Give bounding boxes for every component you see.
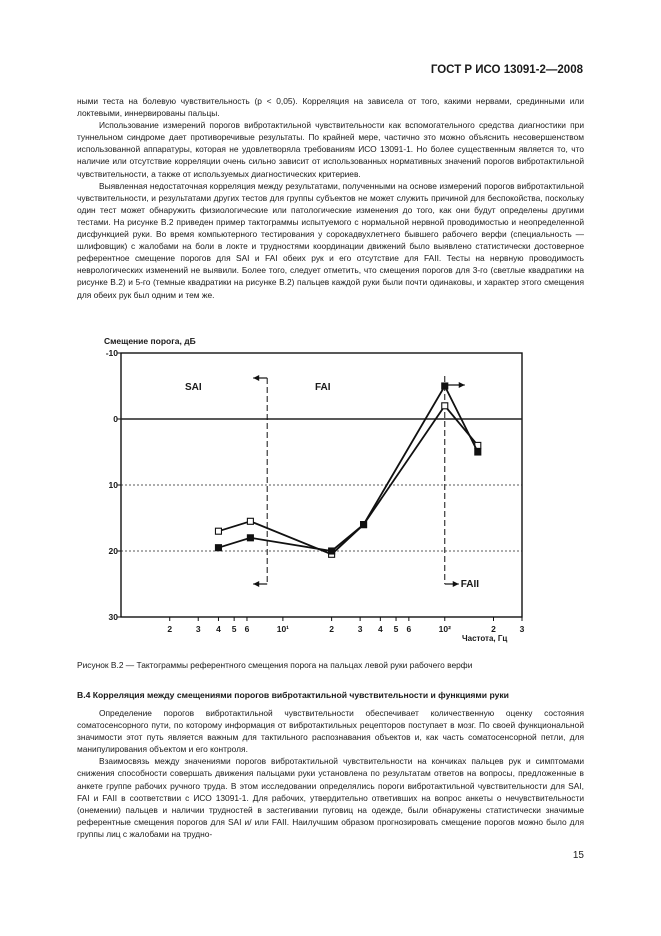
series-line-2 <box>218 386 477 551</box>
paragraph: Определение порогов вибротактильной чувствительности обеспечивает количественную оценку состояния соматосенсорного пути, по которому информация от вибротактильных рецепторов поступает в мозг. По своей функциональной значимости этот путь является важным для тактильного распознавания объектов и, как часть соматосенсорной петли, для манипулирования объектом и его контроля. <box>77 708 584 755</box>
page-number: 15 <box>572 850 584 861</box>
y-axis-label: Смещение порога, дБ <box>104 336 196 346</box>
x-tick-label: 10¹ <box>276 624 290 634</box>
paragraph: Выявленная недостаточная корреляция между результатами, полученными на основе измерений порогов вибротактильной чувствительности, и результатами других тестов для группы субъектов не может служить причиной для беспокойства, поскольку один тест может обнаружить физиологические или патологические изменения до того, как они будут определены другими тестами. На рисунке B.2 приведен пример тактограммы испытуемого с нормальной нервной проводимостью и неопределенной дисфункцией руки. Во время компьютерного тестирования у сорокадвухлетнего бывшего рабочего верфи (специальность — шлифовщик) с жалобами на боли в локте и трудностями координации движений было выявлено статистически достоверное референтное смещение порогов для SAI и FAI обеих рук и его отсутствие для FAII. Тесты на нервную проводимость неврологических изменений не выявили. Более того, следует отметить, что смещения порогов для 3-го (светлые квадратики на рисунке B.2) и 5-го (темные квадратики на рисунке B.2) пальцев каждой руки были почти одинаковы, и характер этого смещения для обеих рук был одним и тем же. <box>77 180 584 300</box>
x-tick-label: 5 <box>393 624 399 634</box>
x-tick-label: 4 <box>216 624 221 634</box>
data-point-filled <box>247 535 253 541</box>
paragraph: Использование измерений порогов вибротактильной чувствительности как вспомогательного средства диагностики при туннельном синдроме дает противоречивые результаты. По крайней мере, частично это можно объяснить несовершенством использованной аппаратуры, которая не удовлетворяла требованиям ИСО 13091-1. Но более существенным является то, что наличие или отсутствие корреляции очень сильно зависит от использованных нормативных значений порогов вибротактильной чувствительности, а также от используемых диагностических критериев. <box>77 120 584 179</box>
x-tick-label: 4 <box>377 624 383 634</box>
x-tick-label: 6 <box>406 624 412 634</box>
data-point-filled <box>215 545 221 551</box>
x-tick-label: 3 <box>519 624 525 634</box>
x-axis-label: Частота, Гц <box>462 634 508 643</box>
y-tick-label: -10 <box>105 348 118 358</box>
x-tick-label: 6 <box>244 624 250 634</box>
data-point-open <box>442 403 448 409</box>
section-heading: B.4 Корреляция между смещениями порогов вибротактильной чувствительности и функциями руки <box>77 690 509 700</box>
series-line-1 <box>218 406 477 555</box>
x-tick-label: 3 <box>195 624 201 634</box>
region-label-fai: FAI <box>315 382 331 393</box>
x-tick-label: 2 <box>329 624 334 634</box>
x-tick-label: 3 <box>357 624 363 634</box>
x-tick-label: 10² <box>438 624 451 634</box>
sai-arrow-head <box>253 375 259 381</box>
data-point-filled <box>329 548 335 554</box>
data-point-filled <box>475 449 481 455</box>
x-tick-label: 5 <box>231 624 237 634</box>
paragraph: Взаимосвязь между значениями порогов вибротактильной чувствительности на кончиках пальцев рук и симптомами снижения способности совершать движения пальцами руки установлена по результатам ответов на вопросы, предложенные в анкете группе рабочих ручного труда. В этом исследовании определялись пороги вибротактильной чувствительности для SAI, FAI и FAII в соответствии с ИСО 13091-1. Для рабочих, утвердительно ответивших на вопрос анкеты о нечувствительности (онемении) пальцев и наличии трудностей в застегивании пуговиц на одежде, были обнаружены статистически значимые референтные смещения порогов для SAI и/ или FAII. Наилучшим образом прогнозировать смещение порогов можно было для группы лиц с жалобами на трудно- <box>77 756 584 839</box>
region-label-faii: FAII <box>460 579 480 590</box>
data-point-filled <box>361 522 367 528</box>
data-point-open <box>247 518 253 524</box>
x-tick-label: 2 <box>491 624 496 634</box>
faii-arrow-head <box>453 581 459 587</box>
faii-arrow-top-head <box>459 382 465 388</box>
y-tick-label: 0 <box>113 414 118 424</box>
y-tick-label: 10 <box>108 480 118 490</box>
body-text-bottom <box>77 707 584 840</box>
data-point-filled <box>442 383 448 389</box>
figure-caption: Рисунок B.2 — Тактограммы референтного смещения порога на пальцах левой руки рабочего верфи <box>77 660 473 670</box>
y-tick-label: 20 <box>108 546 118 556</box>
x-tick-label: 2 <box>167 624 173 634</box>
y-tick-label: 30 <box>108 612 118 622</box>
region-label-sai: SAI <box>185 382 202 393</box>
paragraph: ными теста на болевую чувствительность (p < 0,05). Корреляция на зависела от того, какими нервами, срединными или локтевыми, иннервированы пальцы. <box>77 96 584 119</box>
sai-arrow-bottom-head <box>253 581 259 587</box>
data-point-open <box>215 528 221 534</box>
document-header: ГОСТ Р ИСО 13091-2—2008 <box>430 64 583 76</box>
